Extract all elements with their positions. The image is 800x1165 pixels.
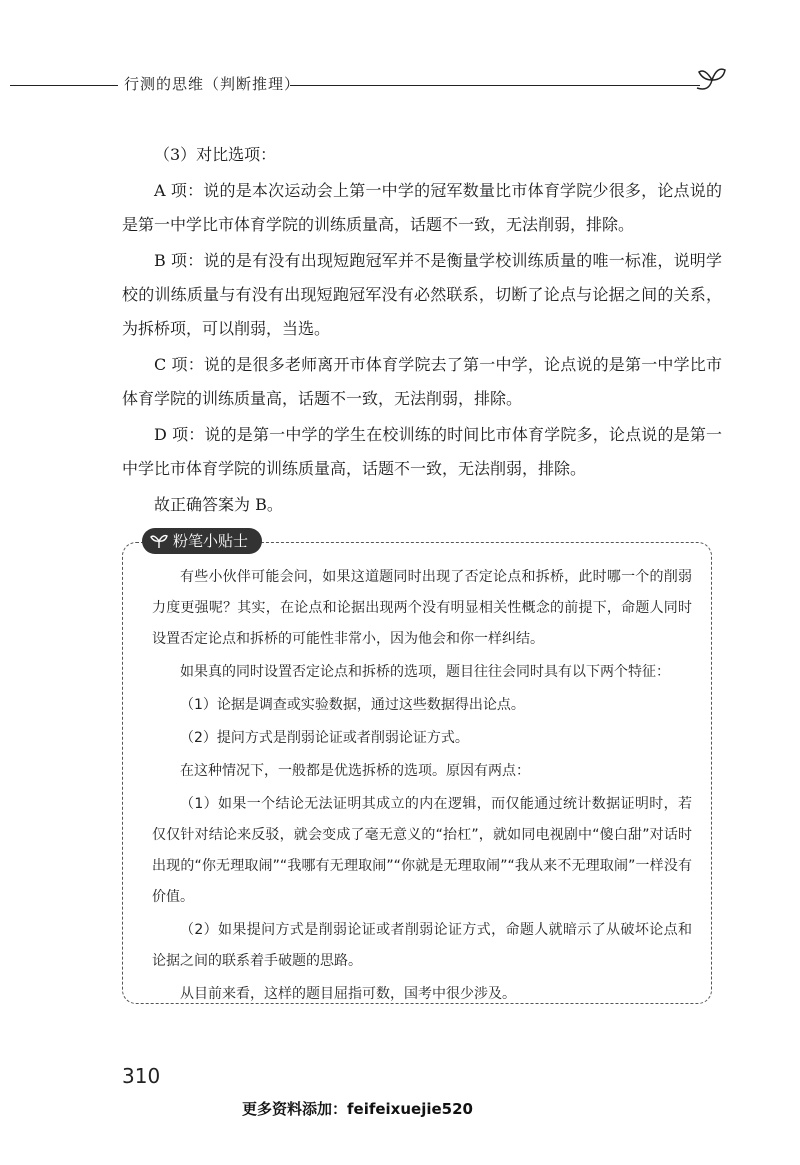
page-number: 310 (122, 1064, 161, 1088)
solution-text (122, 138, 722, 524)
tip-content (152, 562, 692, 1012)
tip-paragraph: 在这种情况下，一般都是优选拆桥的选项。原因有两点： (180, 763, 530, 779)
tip-badge (142, 528, 262, 554)
tip-badge-label: 粉笔小贴士 (173, 532, 249, 550)
tip-paragraph: （1）论据是调查或实验数据，通过这些数据得出论点。 (180, 697, 525, 713)
tip-paragraph: （2）如果提问方式是削弱论证或者削弱论证方式，命题人就暗示了从破坏论点和论据之间的联系着手破题的思路。 (152, 922, 692, 969)
option-b-analysis: B 项：说的是有没有出现短跑冠军并不是衡量学校训练质量的唯一标准，说明学校的训练质量与有没有出现短跑冠军没有必然联系，切断了论点与论据之间的关系，为拆桥项，可以削弱，当选。 (122, 251, 722, 338)
tip-paragraph: 如果真的同时设置否定论点和拆桥的选项，题目往往会同时具有以下两个特征： (180, 664, 670, 680)
option-a-analysis: A 项：说的是本次运动会上第一中学的冠军数量比市体育学院少很多，论点说的是第一中学比市体育学院的训练质量高，话题不一致，无法削弱，排除。 (122, 181, 722, 234)
tip-paragraph: 有些小伙伴可能会问，如果这道题同时出现了否定论点和拆桥，此时哪一个的削弱力度更强呢？其实，在论点和论据出现两个没有明显相关性概念的前提下，命题人同时设置否定论点和拆桥的可能性非常小，因为他会和你一样纠结。 (152, 569, 692, 647)
header-title: 行测的思维（判断推理） (124, 75, 301, 93)
option-c-analysis: C 项：说的是很多老师离开市体育学院去了第一中学，论点说的是第一中学比市体育学院的训练质量高，话题不一致，无法削弱，排除。 (122, 355, 722, 408)
tip-paragraph: 从目前来看，这样的题目屈指可数，国考中很少涉及。 (180, 986, 516, 1002)
header-rule-right (290, 85, 700, 86)
option-d-analysis: D 项：说的是第一中学的学生在校训练的时间比市体育学院多，论点说的是第一中学比市体育学院的训练质量高，话题不一致，无法削弱，排除。 (122, 425, 722, 478)
answer-line: 故正确答案为 B。 (154, 495, 283, 514)
sprout-icon (150, 533, 168, 549)
running-header (0, 64, 800, 104)
sprout-icon (695, 64, 729, 94)
footer-note: 更多资料添加：feifeixuejie520 (242, 1100, 473, 1118)
header-rule-left (10, 85, 118, 86)
compare-options-heading: （3）对比选项： (154, 145, 277, 164)
tip-paragraph: （2）提问方式是削弱论证或者削弱论证方式。 (180, 730, 469, 746)
tip-paragraph: （1）如果一个结论无法证明其成立的内在逻辑，而仅能通过统计数据证明时，若仅仅针对结论来反驳，就会变成了毫无意义的“抬杠”，就如同电视剧中“傻白甜”对话时出现的“你无理取闹”“我哪有无理取闹”“你就是无理取闹”“我从来不无理取闹”一样没有价值。 (152, 796, 692, 905)
